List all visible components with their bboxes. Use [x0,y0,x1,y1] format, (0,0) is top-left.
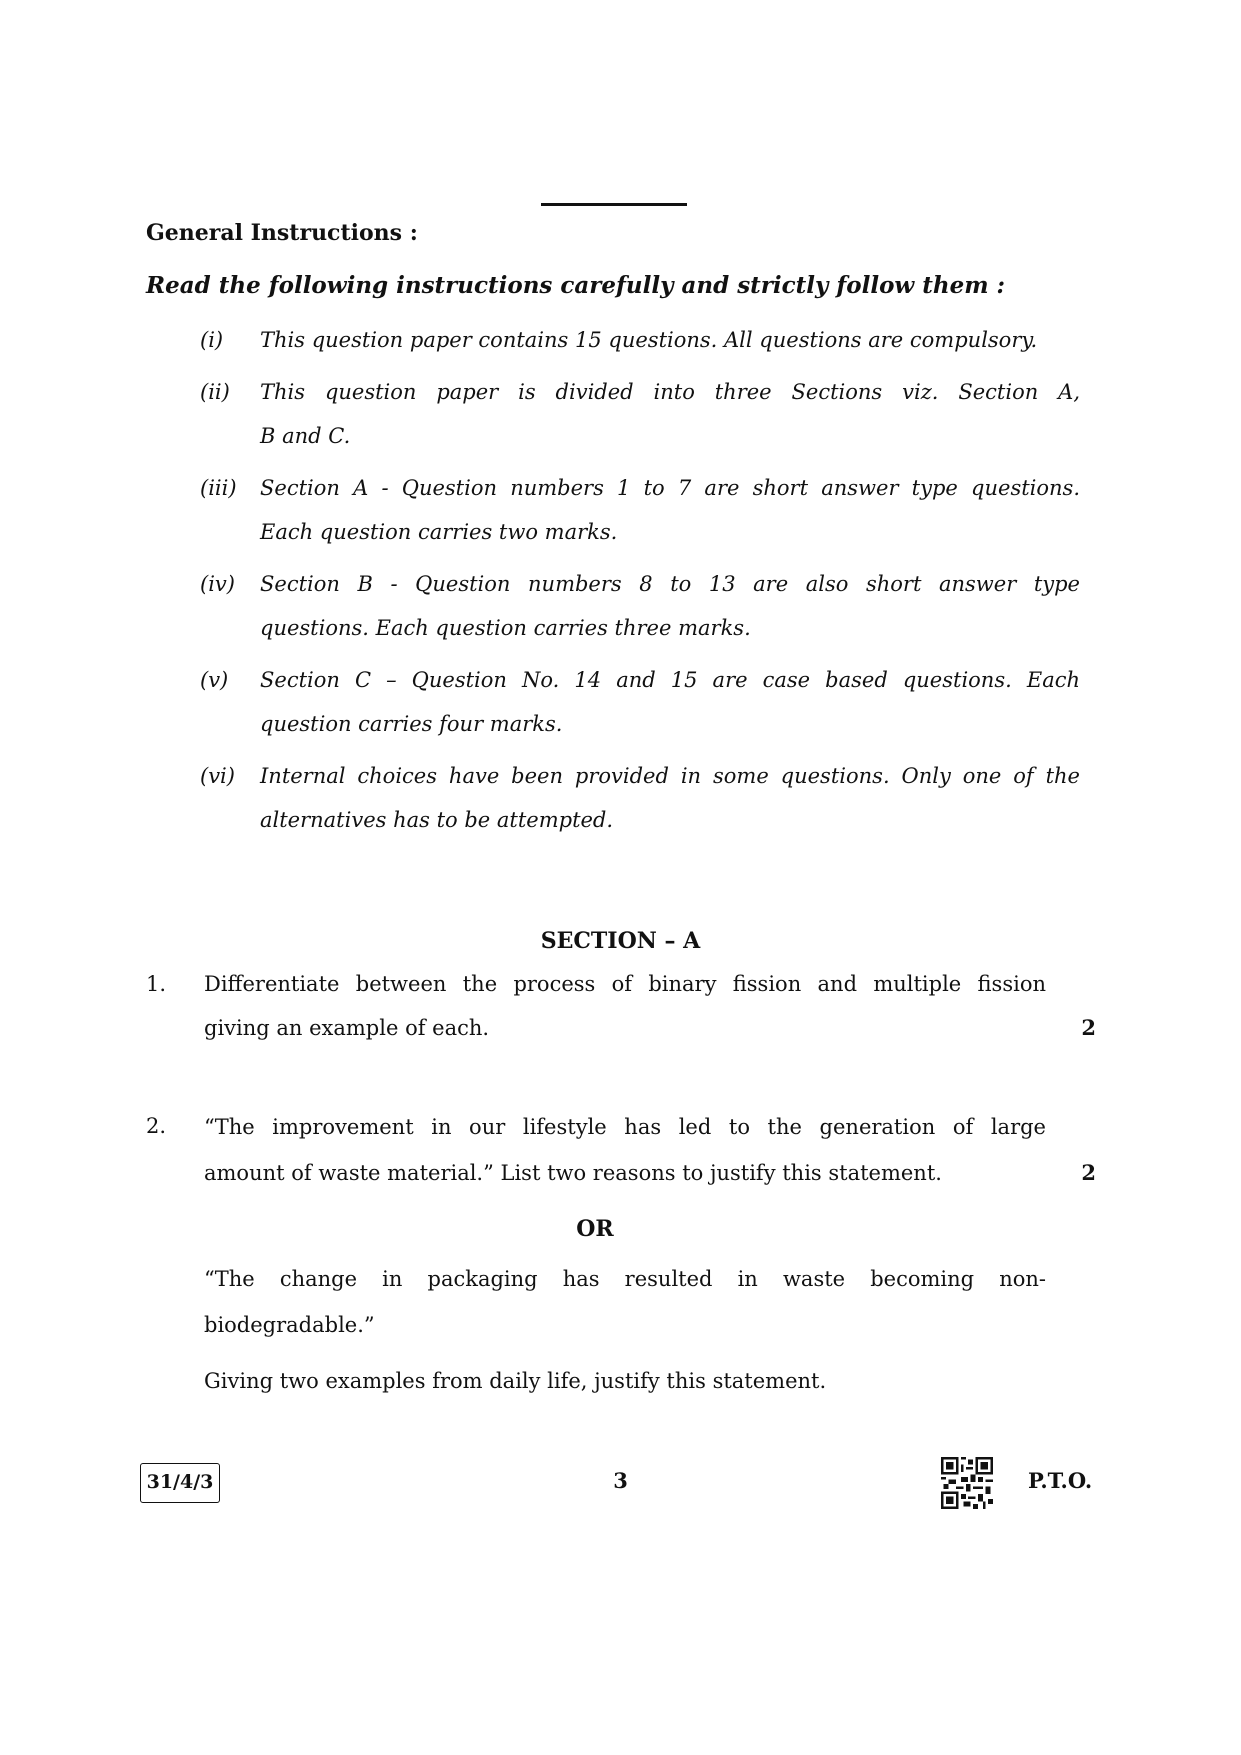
question-2-alternative-prompt [204,1358,1046,1404]
instruction-number: (iv) [200,572,235,596]
alternative-line: Giving two examples from daily life, justify this statement. [204,1369,827,1393]
top-rule [541,203,687,206]
instruction-line: B and C. [260,424,351,448]
instruction-number: (ii) [200,380,230,404]
question-line: amount of waste material.” List two reasons to justify this statement. [204,1161,942,1185]
question-line: giving an example of each. [204,1016,490,1040]
paper-code-badge: 31/4/3 [140,1463,220,1503]
instruction-line: Section B - Question numbers 8 to 13 are also short answer type [260,572,1080,596]
instruction-item [200,754,1080,842]
question-number: 1. [146,972,167,996]
instruction-line: alternatives has to be attempted. [260,808,614,832]
instruction-number: (iii) [200,476,237,500]
instruction-item [200,562,1080,650]
question-number: 2. [146,1114,167,1138]
section-a-heading: SECTION – A [540,928,701,954]
alternative-line: “The change in packaging has resulted in waste becoming non- [204,1267,1046,1291]
question-1 [146,962,1096,1050]
instruction-line: Section C – Question No. 14 and 15 are case based questions. Each [260,668,1080,692]
question-line: “The improvement in our lifestyle has led to the generation of large [204,1115,1046,1139]
instruction-line: Section A - Question numbers 1 to 7 are short answer type questions. [260,476,1080,500]
pto-label: P.T.O. [1028,1468,1093,1493]
instruction-item [200,370,1080,458]
instruction-line: questions. Each question carries three marks. [260,616,751,640]
instruction-number: (v) [200,668,229,692]
general-instructions-subtitle: Read the following instructions carefully and strictly follow them : [146,272,1006,299]
instruction-item [200,658,1080,746]
page-number: 3 [613,1468,628,1493]
instruction-number: (vi) [200,764,235,788]
alternative-line: biodegradable.” [204,1313,375,1337]
instruction-item [200,466,1080,554]
general-instructions-title: General Instructions : [146,220,418,246]
qr-code-icon [941,1457,993,1509]
instruction-line: This question paper contains 15 questions. All questions are compulsory. [260,328,1038,352]
question-2 [146,1104,1096,1196]
instruction-item [200,318,1080,362]
instruction-line: This question paper is divided into three Sections viz. Section A, [260,380,1080,404]
instruction-line: Each question carries two marks. [260,520,618,544]
or-label: OR [576,1216,614,1242]
question-marks: 2 [1081,1015,1096,1040]
instruction-line: question carries four marks. [260,712,563,736]
question-line: Differentiate between the process of binary fission and multiple fission [204,972,1046,996]
question-marks: 2 [1081,1160,1096,1185]
instruction-number: (i) [200,328,224,352]
instruction-line: Internal choices have been provided in some questions. Only one of the [260,764,1080,788]
question-2-alternative [204,1256,1046,1348]
